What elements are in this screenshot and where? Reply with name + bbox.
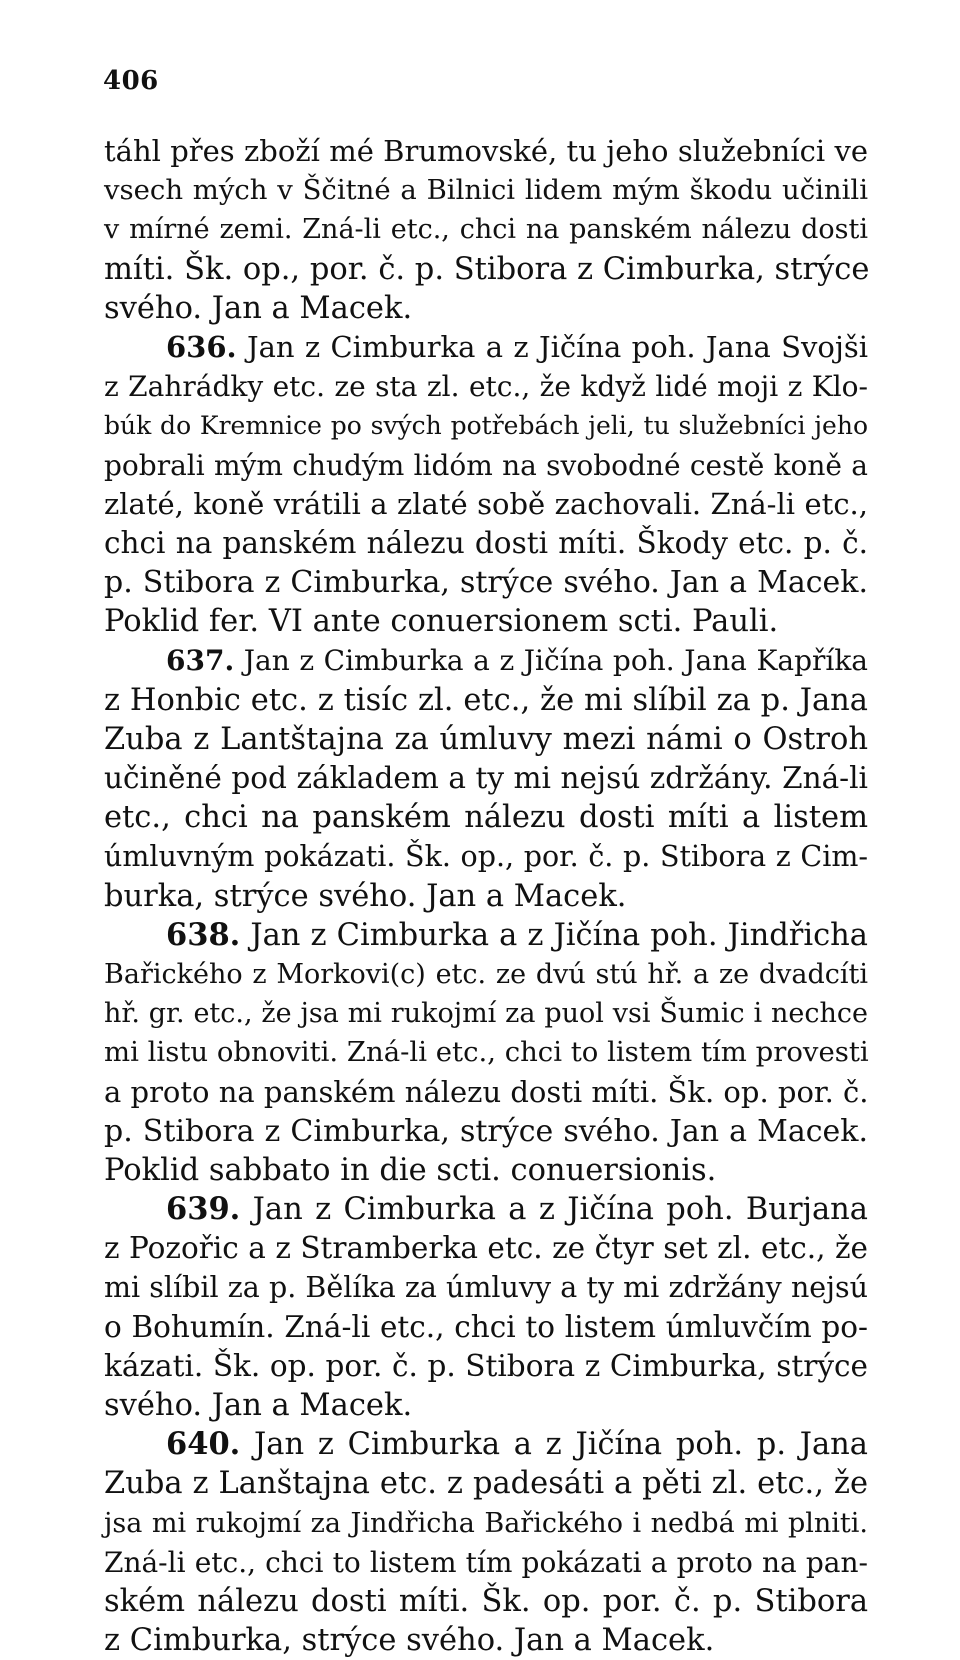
text-line bbox=[104, 916, 868, 955]
text-line bbox=[104, 1621, 868, 1660]
line-text: z Zahrádky etc. ze sta zl. etc., že když lidé moji z Klo- bbox=[104, 370, 868, 404]
text-line bbox=[104, 1151, 868, 1190]
text-line bbox=[104, 171, 868, 210]
line-text: Poklid fer. VI ante conuersionem scti. Pauli. bbox=[104, 604, 779, 640]
line-text: táhl přes zboží mé Brumovské, tu jeho služebníci ve bbox=[104, 134, 868, 168]
entry-number: 639. bbox=[166, 1191, 241, 1228]
text-line bbox=[104, 877, 868, 916]
line-text: o Bohumín. Zná-li etc., chci to listem úmluvčím po- bbox=[104, 1309, 868, 1344]
line-text: míti. Šk. op., por. č. p. Stibora z Cimburka, strýce bbox=[104, 251, 870, 287]
text-line bbox=[104, 1268, 868, 1307]
line-text: kázati. Šk. op. por. č. p. Stibora z Cimburka, strýce bbox=[104, 1348, 868, 1383]
text-line bbox=[104, 1386, 868, 1425]
line-text: učiněné pod základem a ty mi nejsú zdržány. Zná-li bbox=[104, 761, 868, 795]
text-line bbox=[104, 1464, 868, 1503]
entry-number: 636. bbox=[166, 329, 237, 364]
line-text: burka, strýce svého. Jan a Macek. bbox=[104, 878, 627, 914]
line-text: mi listu obnoviti. Zná-li etc., chci to listem tím provesti bbox=[104, 1036, 869, 1069]
line-text: pobrali mým chudým lidóm na svobodné cestě koně a bbox=[104, 448, 868, 482]
text-line bbox=[104, 1073, 868, 1112]
line-text: a proto na panském nálezu dosti míti. Šk. op. por. č. bbox=[104, 1074, 869, 1109]
text-line bbox=[104, 524, 868, 563]
text-line bbox=[104, 485, 868, 524]
line-text: svého. Jan a Macek. bbox=[104, 290, 413, 326]
text-line bbox=[104, 1112, 868, 1151]
text-line bbox=[104, 955, 868, 994]
page-number: 406 bbox=[103, 66, 159, 96]
text-line bbox=[104, 1229, 868, 1268]
line-text: hř. gr. etc., že jsa mi rukojmí za puol vsi Šumic i nechce bbox=[104, 998, 868, 1030]
line-text: Jan z Cimburka a z Jičína poh. Jana Svojši bbox=[246, 329, 868, 364]
text-line bbox=[104, 563, 868, 602]
text-line bbox=[104, 602, 868, 641]
entry-number: 637. bbox=[166, 644, 235, 678]
text-line bbox=[104, 759, 868, 798]
line-text: Poklid sabbato in die scti. conuersionis. bbox=[104, 1152, 717, 1188]
text-line bbox=[104, 1425, 868, 1464]
line-text: Jan z Cimburka a z Jičína poh. Jindřicha bbox=[250, 917, 868, 953]
line-text: chci na panském nálezu dosti míti. Škody etc. p. č. bbox=[104, 525, 868, 560]
text-line bbox=[104, 210, 868, 249]
text-line bbox=[104, 720, 868, 759]
text-line bbox=[104, 446, 868, 485]
line-text: úmluvným pokázati. Šk. op., por. č. p. Stibora z Cim- bbox=[104, 840, 868, 874]
text-line bbox=[104, 1543, 868, 1582]
line-text: p. Stibora z Cimburka, strýce svého. Jan a Macek. bbox=[104, 1113, 868, 1149]
line-text: z Honbic etc. z tisíc zl. etc., že mi slíbil za p. Jana bbox=[104, 682, 868, 718]
text-line bbox=[104, 1190, 868, 1229]
text-line bbox=[104, 1033, 868, 1072]
line-text: ském nálezu dosti míti. Šk. op. por. č. p. Stibora bbox=[104, 1583, 868, 1619]
line-text: Jan z Cimburka a z Jičína poh. Burjana bbox=[252, 1192, 868, 1228]
text-line bbox=[104, 1347, 868, 1386]
text-line bbox=[104, 289, 868, 328]
entry-number: 640. bbox=[166, 1426, 241, 1463]
entry-number: 638. bbox=[166, 916, 241, 953]
text-line bbox=[104, 328, 868, 367]
text-line bbox=[104, 1582, 868, 1621]
line-text: jsa mi rukojmí za Jindřicha Bařického i nedbá mi plniti. bbox=[104, 1507, 868, 1539]
line-text: mi slíbil za p. Bělíka za úmluvy a ty mi zdržány nejsú bbox=[104, 1271, 868, 1305]
text-line bbox=[104, 837, 868, 876]
text-line bbox=[104, 641, 868, 680]
line-text: Jan z Cimburka a z Jičína poh. Jana Kapříka bbox=[243, 644, 868, 678]
text-line bbox=[104, 1504, 868, 1543]
line-text: Zná-li etc., chci to listem tím pokázati a proto na pan- bbox=[104, 1545, 868, 1579]
line-text: etc., chci na panském nálezu dosti míti a listem bbox=[104, 800, 868, 836]
text-line bbox=[104, 367, 868, 406]
text-line bbox=[104, 994, 868, 1033]
line-text: Jan z Cimburka a z Jičína poh. p. Jana bbox=[254, 1427, 868, 1463]
line-text: vsech mých v Ščitné a Bilnici lidem mým škodu učinili bbox=[104, 174, 868, 207]
line-text: búk do Kremnice po svých potřebách jeli, tu služebníci jeho bbox=[104, 411, 868, 441]
line-text: zlaté, koně vrátili a zlaté sobě zachovali. Zná-li etc., bbox=[104, 486, 868, 521]
text-line bbox=[104, 132, 868, 171]
text-line bbox=[104, 250, 868, 289]
line-text: z Pozořic a z Stramberka etc. ze čtyr set zl. etc., že bbox=[104, 1231, 868, 1266]
line-text: Bařického z Morkovi(c) etc. ze dvú stú hř. a ze dvadcíti bbox=[104, 958, 868, 990]
line-text: v mírné zemi. Zná-li etc., chci na panském nálezu dosti bbox=[104, 214, 868, 246]
text-line bbox=[104, 681, 868, 720]
text-line bbox=[104, 1308, 868, 1347]
line-text: z Cimburka, strýce svého. Jan a Macek. bbox=[104, 1623, 715, 1659]
text-line bbox=[104, 798, 868, 837]
text-line bbox=[104, 406, 868, 445]
line-text: p. Stibora z Cimburka, strýce svého. Jan a Macek. bbox=[104, 565, 868, 601]
line-text: Zuba z Lantštajna za úmluvy mezi námi o Ostroh bbox=[104, 721, 868, 757]
line-text: svého. Jan a Macek. bbox=[104, 1388, 413, 1423]
line-text: Zuba z Lanštajna etc. z padesáti a pěti zl. etc., že bbox=[104, 1466, 868, 1502]
text-body bbox=[104, 132, 868, 1660]
